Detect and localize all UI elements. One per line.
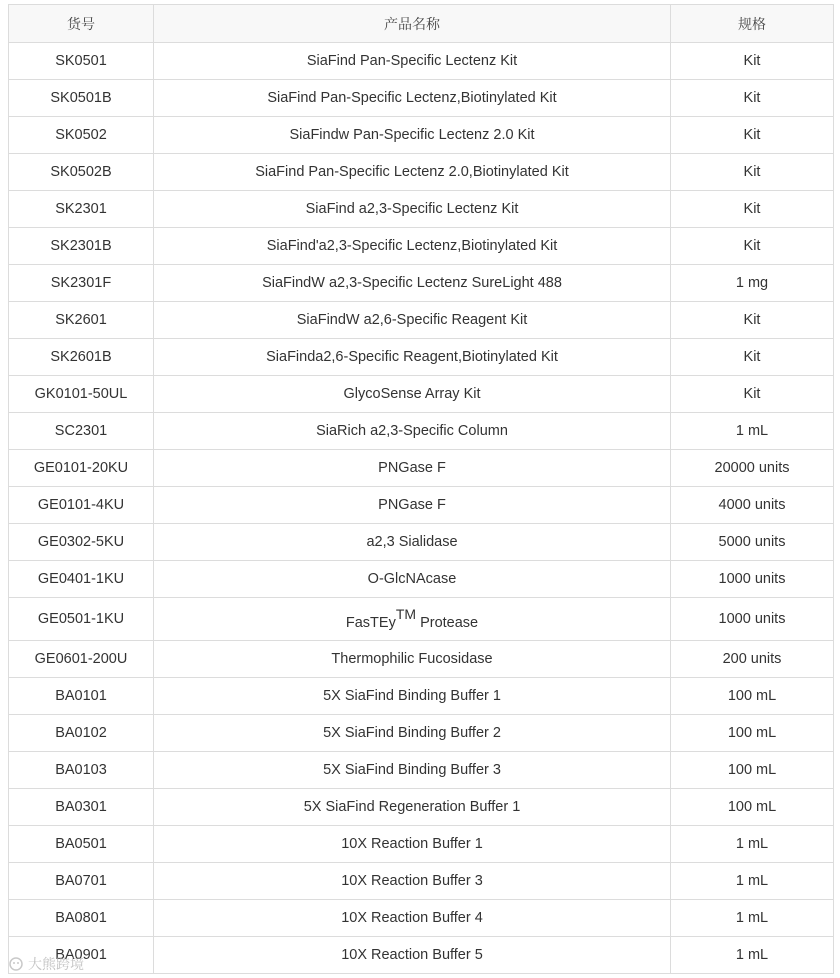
watermark <box>8 954 84 974</box>
product-code: GK0101-50UL <box>9 376 154 413</box>
table-row <box>9 826 834 863</box>
table-body <box>9 43 834 974</box>
product-name: 10X Reaction Buffer 3 <box>154 863 671 900</box>
product-code: SK2301F <box>9 265 154 302</box>
product-code: BA0103 <box>9 752 154 789</box>
table-row <box>9 376 834 413</box>
product-code: GE0601-200U <box>9 641 154 678</box>
product-spec: Kit <box>671 80 834 117</box>
product-name: SiaFindw Pan-Specific Lectenz 2.0 Kit <box>154 117 671 154</box>
table-row <box>9 487 834 524</box>
product-code: GE0501-1KU <box>9 598 154 641</box>
product-spec: 100 mL <box>671 715 834 752</box>
product-name: SiaFind Pan-Specific Lectenz 2.0,Biotinylated Kit <box>154 154 671 191</box>
table-row <box>9 863 834 900</box>
product-code: SK2601B <box>9 339 154 376</box>
product-spec: 1 mL <box>671 937 834 974</box>
table-row <box>9 302 834 339</box>
product-name-text: FasTEy <box>345 614 396 631</box>
table-row <box>9 154 834 191</box>
product-code: SK2601 <box>9 302 154 339</box>
product-name: SiaFinda2,6-Specific Reagent,Biotinylated Kit <box>154 339 671 376</box>
product-spec: Kit <box>671 302 834 339</box>
product-spec: 1000 units <box>671 561 834 598</box>
product-name: SiaFind Pan-Specific Lectenz,Biotinylated Kit <box>154 80 671 117</box>
table-header <box>9 5 834 43</box>
product-name: SiaFind Pan-Specific Lectenz Kit <box>154 43 671 80</box>
product-name: SiaFind a2,3-Specific Lectenz Kit <box>154 191 671 228</box>
table-row <box>9 715 834 752</box>
table-row <box>9 524 834 561</box>
product-spec: 1000 units <box>671 598 834 641</box>
product-name: GlycoSense Array Kit <box>154 376 671 413</box>
product-spec: 20000 units <box>671 450 834 487</box>
product-name: 5X SiaFind Binding Buffer 3 <box>154 752 671 789</box>
product-code: GE0101-4KU <box>9 487 154 524</box>
product-spec: Kit <box>671 339 834 376</box>
product-code: SK0502 <box>9 117 154 154</box>
product-code: SK2301B <box>9 228 154 265</box>
product-code: BA0101 <box>9 678 154 715</box>
product-spec: 1 mg <box>671 265 834 302</box>
product-name: SiaFind'a2,3-Specific Lectenz,Biotinylated Kit <box>154 228 671 265</box>
product-name: 5X SiaFind Regeneration Buffer 1 <box>154 789 671 826</box>
table-row <box>9 43 834 80</box>
product-spec: 200 units <box>671 641 834 678</box>
product-table <box>8 4 834 974</box>
product-spec: 5000 units <box>671 524 834 561</box>
header-spec: 规格 <box>671 5 834 43</box>
product-spec: 100 mL <box>671 752 834 789</box>
table-row <box>9 752 834 789</box>
product-spec: Kit <box>671 376 834 413</box>
product-spec: Kit <box>671 228 834 265</box>
product-name: 10X Reaction Buffer 4 <box>154 900 671 937</box>
product-code: SK0501B <box>9 80 154 117</box>
table-row <box>9 191 834 228</box>
product-code: SC2301 <box>9 413 154 450</box>
product-spec: Kit <box>671 43 834 80</box>
product-code: BA0501 <box>9 826 154 863</box>
table-row <box>9 789 834 826</box>
product-spec: Kit <box>671 117 834 154</box>
product-spec: 1 mL <box>671 413 834 450</box>
trademark-superscript: TM <box>395 605 417 622</box>
table-row <box>9 450 834 487</box>
table-row <box>9 413 834 450</box>
product-spec: 1 mL <box>671 826 834 863</box>
product-code: BA0301 <box>9 789 154 826</box>
watermark-text: 大熊跨境 <box>28 956 84 972</box>
product-name: 5X SiaFind Binding Buffer 1 <box>154 678 671 715</box>
brand-logo-icon <box>8 956 24 972</box>
table-row <box>9 641 834 678</box>
product-name: PNGase F <box>154 450 671 487</box>
product-name <box>154 598 671 641</box>
table-row <box>9 598 834 641</box>
product-name: 10X Reaction Buffer 5 <box>154 937 671 974</box>
product-code: BA0701 <box>9 863 154 900</box>
header-row <box>9 5 834 43</box>
product-name-suffix: Protease <box>416 614 479 631</box>
product-name: Thermophilic Fucosidase <box>154 641 671 678</box>
table-row <box>9 678 834 715</box>
product-code: GE0302-5KU <box>9 524 154 561</box>
product-name: PNGase F <box>154 487 671 524</box>
product-spec: Kit <box>671 191 834 228</box>
product-name: 5X SiaFind Binding Buffer 2 <box>154 715 671 752</box>
product-name: SiaFindW a2,3-Specific Lectenz SureLight 488 <box>154 265 671 302</box>
product-spec: 1 mL <box>671 900 834 937</box>
product-spec: 100 mL <box>671 789 834 826</box>
product-code: GE0401-1KU <box>9 561 154 598</box>
table-row <box>9 80 834 117</box>
table-row <box>9 900 834 937</box>
product-spec: 100 mL <box>671 678 834 715</box>
table-row <box>9 561 834 598</box>
product-name: a2,3 Sialidase <box>154 524 671 561</box>
table-row <box>9 117 834 154</box>
product-code: GE0101-20KU <box>9 450 154 487</box>
table-row <box>9 228 834 265</box>
product-code: BA0102 <box>9 715 154 752</box>
product-name: SiaFindW a2,6-Specific Reagent Kit <box>154 302 671 339</box>
product-code: SK2301 <box>9 191 154 228</box>
product-code: BA0801 <box>9 900 154 937</box>
product-code: SK0502B <box>9 154 154 191</box>
product-spec: Kit <box>671 154 834 191</box>
product-spec: 1 mL <box>671 863 834 900</box>
table-row <box>9 265 834 302</box>
product-code: BA0901 <box>9 937 154 974</box>
product-name: SiaRich a2,3-Specific Column <box>154 413 671 450</box>
header-code: 货号 <box>9 5 154 43</box>
table-row <box>9 339 834 376</box>
header-product-name: 产品名称 <box>154 5 671 43</box>
table-row <box>9 937 834 974</box>
product-code: SK0501 <box>9 43 154 80</box>
product-name: O-GlcNAcase <box>154 561 671 598</box>
product-spec: 4000 units <box>671 487 834 524</box>
product-name: 10X Reaction Buffer 1 <box>154 826 671 863</box>
